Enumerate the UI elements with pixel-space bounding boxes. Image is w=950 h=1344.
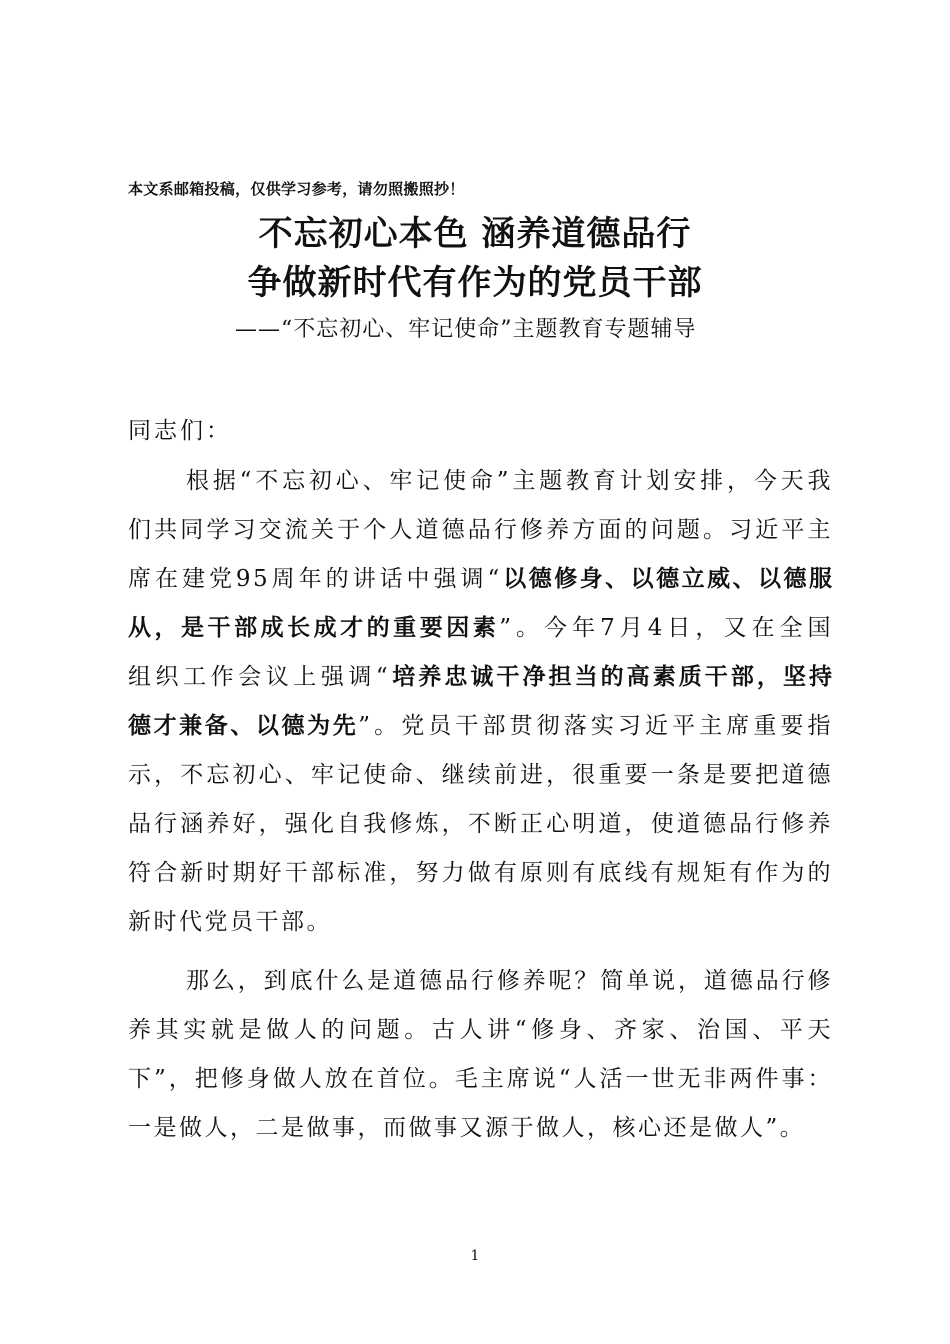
- paragraph-line: 新时代党员干部。: [128, 909, 332, 935]
- submission-notice: 本文系邮箱投稿，仅供学习参考，请勿照搬照抄！: [128, 180, 465, 198]
- title-line-2: 争做新时代有作为的党员干部: [247, 263, 703, 303]
- paragraph-line: 根据“不忘初心、牢记使命”主题教育计划安排，今天我: [186, 468, 833, 494]
- subtitle: ——“不忘初心、牢记使命”主题教育专题辅导: [235, 317, 697, 342]
- greeting: 同志们：: [128, 418, 232, 444]
- paragraph-line: 养其实就是做人的问题。古人讲“修身、齐家、治国、平天: [128, 1017, 833, 1043]
- bold-quote: 以德修身、以德立威、以德服: [501, 566, 834, 592]
- plain-text: 组织工作会议上强调“: [128, 664, 391, 690]
- plain-text: ”。党员干部贯彻落实习近平主席重要指: [358, 713, 834, 739]
- plain-text: 席在建党95周年的讲话中强调“: [128, 566, 502, 592]
- paragraph-line: 下”，把修身做人放在首位。毛主席说“人活一世无非两件事：: [128, 1066, 833, 1092]
- paragraph-line: [128, 609, 833, 649]
- paragraph-line: 那么，到底什么是道德品行修养呢？简单说，道德品行修: [186, 968, 833, 994]
- bold-quote: 培养忠诚干净担当的高素质干部，坚持: [390, 664, 833, 690]
- paragraph-line: 们共同学习交流关于个人道德品行修养方面的问题。习近平主: [128, 517, 833, 543]
- paragraph-line: 示，不忘初心、牢记使命、继续前进，很重要一条是要把道德: [128, 762, 833, 788]
- paragraph-line: 一是做人，二是做事，而做事又源于做人，核心还是做人”。: [128, 1115, 806, 1141]
- page-number: 1: [470, 1248, 480, 1264]
- paragraph-line: 符合新时期好干部标准，努力做有原则有底线有规矩有作为的: [128, 860, 833, 886]
- title-line-1: 不忘初心本色 涵养道德品行: [258, 214, 692, 254]
- bold-quote: 从，是干部成长成才的重要因素: [128, 615, 500, 641]
- plain-text: ”。今年7月4日，又在全国: [499, 615, 834, 641]
- paragraph-line: [128, 658, 833, 698]
- paragraph-line: [128, 560, 833, 600]
- paragraph-line: 品行涵养好，强化自我修炼，不断正心明道，使道德品行修养: [128, 811, 833, 837]
- bold-quote: 德才兼备、以德为先: [128, 713, 359, 739]
- paragraph-line: [128, 707, 833, 747]
